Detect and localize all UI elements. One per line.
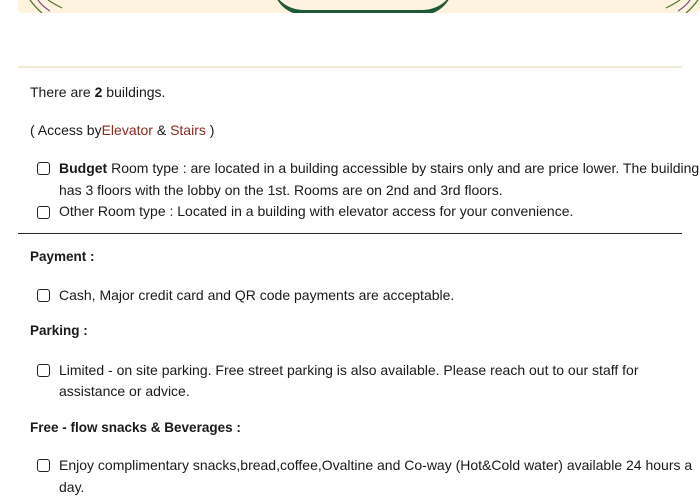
other-room-text: Other Room type : Located in a building with elevator access for your convenience. [59, 203, 574, 219]
stairs-label: Stairs [170, 122, 206, 138]
parking-text-cont: assistance or advice. [59, 383, 190, 399]
parking-text: Limited - on site parking. Free street parking is also available. Please reach out to our staff for [59, 362, 639, 378]
budget-room-text: Budget Room type : are located in a building accessible by stairs only and are price lower. The building [59, 160, 700, 176]
buildings-count-text: There are 2 buildings. [30, 84, 166, 100]
elevator-label: Elevator [101, 122, 153, 138]
access-info-text: ( Access byElevator & Stairs ) [30, 122, 215, 138]
snacks-text: Enjoy complimentary snacks,bread,coffee,Ovaltine and Co-way (Hot&Cold water) available 24 hours a [59, 457, 693, 473]
buildings-count: 2 [94, 84, 103, 100]
banner-title-fragment [273, 0, 453, 13]
payment-checkbox[interactable] [37, 289, 50, 302]
budget-room-text-cont: has 3 floors with the lobby on the 1st. Rooms are on 2nd and 3rd floors. [59, 182, 503, 198]
payment-heading: Payment : [30, 249, 95, 264]
header-banner [18, 0, 700, 13]
section-divider [18, 66, 682, 68]
leaf-decoration-icon [660, 0, 700, 13]
snacks-checkbox[interactable] [37, 459, 50, 472]
snacks-text-cont: day. [59, 479, 85, 495]
snacks-heading: Free - flow snacks & Beverages : [30, 420, 241, 435]
parking-checkbox[interactable] [37, 364, 50, 377]
other-room-checkbox[interactable] [37, 206, 50, 219]
parking-heading: Parking : [30, 323, 88, 338]
leaf-decoration-icon [28, 0, 68, 13]
budget-room-checkbox[interactable] [37, 162, 50, 175]
payment-text: Cash, Major credit card and QR code payments are acceptable. [59, 287, 455, 303]
section-divider [18, 233, 682, 234]
